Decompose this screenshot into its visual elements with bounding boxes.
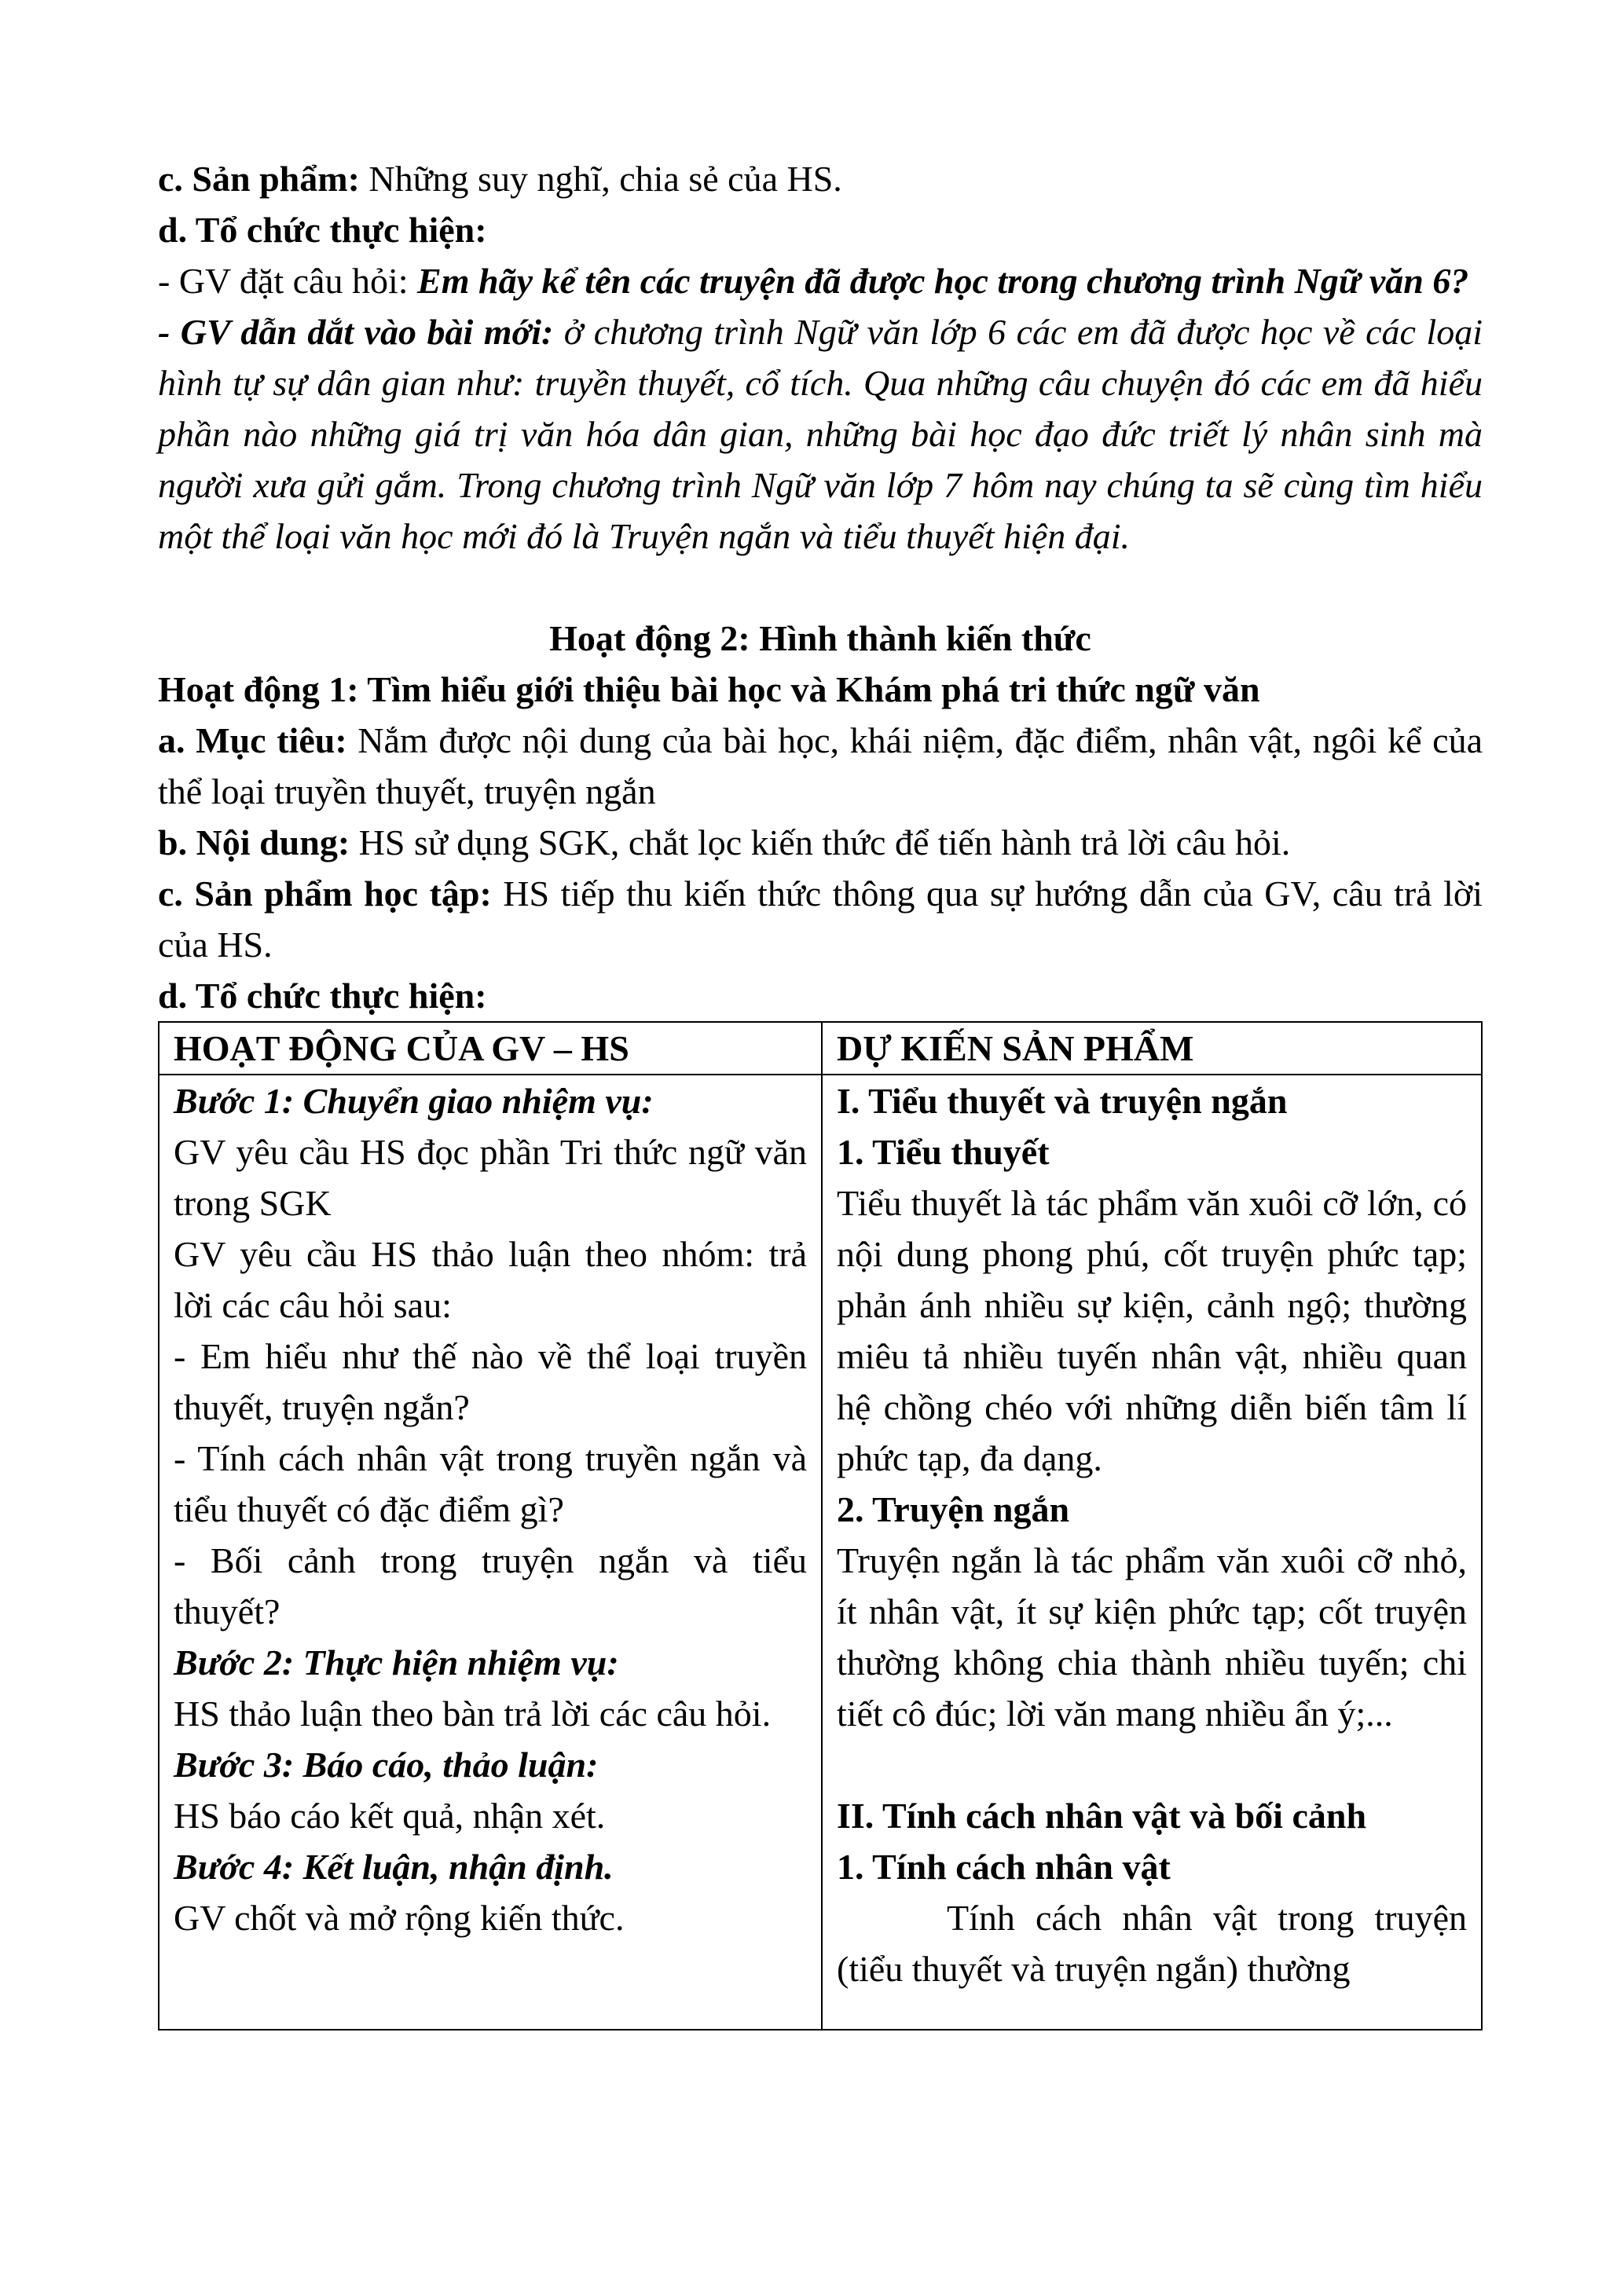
table-header-row — [159, 1022, 1482, 1075]
activity-table — [158, 1021, 1483, 2031]
intro-organize — [158, 204, 1483, 255]
header-text: DỰ KIẾN SẢN PHẨM — [837, 1028, 1194, 1068]
document-page — [158, 153, 1483, 2031]
text: Những suy nghĩ, chia sẻ của HS. — [359, 159, 842, 199]
question: - Bối cảnh trong truyện ngắn và tiểu thuyết? — [174, 1540, 807, 1631]
text: HS sử dụng SGK, chắt lọc kiến thức để tiến hành trả lời câu hỏi. — [350, 822, 1291, 862]
text: Truyện ngắn là tác phẩm văn xuôi cỡ nhỏ, ít nhân vật, ít sự kiện phức tạp; cốt truyện thường không chia thành nhiều tuyến; chi tiết cô đúc; lời văn mang nhiều ẩn ý;... — [837, 1540, 1467, 1734]
label: b. Nội dung: — [158, 822, 350, 862]
section-goal — [158, 715, 1483, 817]
header-cell — [159, 1022, 822, 1075]
header-cell — [822, 1022, 1482, 1075]
section-organize — [158, 970, 1483, 1021]
section-heading — [158, 613, 1483, 664]
step-title: Bước 1: Chuyển giao nhiệm vụ: — [174, 1081, 654, 1121]
text: GV yêu cầu HS thảo luận theo nhóm: trả lời các câu hỏi sau: — [174, 1234, 807, 1325]
teacher-activity-cell — [159, 1075, 822, 2030]
intro-product — [158, 153, 1483, 204]
text: Tính cách nhân vật trong truyện (tiểu thuyết và truyện ngắn) thường — [837, 1898, 1467, 1989]
question: - Em hiểu như thế nào về thể loại truyền thuyết, truyện ngắn? — [174, 1336, 807, 1427]
subheading: II. Tính cách nhân vật và bối cảnh — [837, 1796, 1367, 1836]
text: HS báo cáo kết quả, nhận xét. — [174, 1796, 606, 1836]
text: HS thảo luận theo bàn trả lời các câu hỏi. — [174, 1694, 772, 1734]
section-product — [158, 868, 1483, 970]
question: - Tính cách nhân vật trong truyền ngắn và tiểu thuyết có đặc điểm gì? — [174, 1438, 807, 1529]
step-title: Bước 3: Báo cáo, thảo luận: — [174, 1745, 599, 1785]
label: a. Mục tiêu: — [158, 720, 347, 760]
text: GV chốt và mở rộng kiến thức. — [174, 1898, 625, 1938]
text: Nắm được nội dung của bài học, khái niệm, đặc điểm, nhân vật, ngôi kể của thể loại truyền thuyết, truyện ngắn — [158, 720, 1483, 811]
question: Em hãy kể tên các truyện đã được học trong chương trình Ngữ văn 6? — [417, 261, 1469, 301]
step-title: Bước 4: Kết luận, nhận định. — [174, 1847, 614, 1887]
label: d. Tổ chức thực hiện: — [158, 976, 487, 1016]
label: - GV dẫn dắt vào bài mới: — [158, 312, 554, 352]
subheading: 2. Truyện ngắn — [837, 1489, 1070, 1529]
label: c. Sản phẩm: — [158, 159, 360, 199]
subheading: I. Tiểu thuyết và truyện ngắn — [837, 1081, 1288, 1121]
text: ở chương trình Ngữ văn lớp 6 các em đã được học về các loại hình tự sự dân gian như: truyền thuyết, cổ tích. Qua những câu chuyện đó các em đã hiểu phần nào những giá trị văn hóa dân gian, những bài học đạo đức triết lý nhân sinh mà người xưa gửi gắm. Trong chương trình Ngữ văn lớp 7 hôm nay chúng ta sẽ cùng tìm hiểu một thể loại văn học mới đó là Truyện ngắn và tiểu thuyết hiện đại. — [158, 312, 1483, 556]
heading: Hoạt động 2: Hình thành kiến thức — [549, 618, 1091, 658]
text: GV yêu cầu HS đọc phần Tri thức ngữ văn trong SGK — [174, 1132, 807, 1223]
subheading: Hoạt động 1: Tìm hiểu giới thiệu bài học và Khám phá tri thức ngữ văn — [158, 669, 1260, 709]
section-content — [158, 817, 1483, 868]
intro-lead — [158, 306, 1483, 562]
header-text: HOẠT ĐỘNG CỦA GV – HS — [174, 1028, 629, 1068]
intro-question — [158, 255, 1483, 306]
step-title: Bước 2: Thực hiện nhiệm vụ: — [174, 1642, 619, 1683]
expected-product-cell — [822, 1075, 1482, 2030]
section-subheading — [158, 664, 1483, 715]
text: - GV đặt câu hỏi: — [158, 261, 418, 301]
text: Tiểu thuyết là tác phẩm văn xuôi cỡ lớn, có nội dung phong phú, cốt truyện phức tạp; phản ánh nhiều sự kiện, cảnh ngộ; thường miêu tả nhiều tuyến nhân vật, nhiều quan hệ chồng chéo với những diễn biến tâm lí phức tạp, đa dạng. — [837, 1183, 1467, 1478]
subheading: 1. Tiểu thuyết — [837, 1132, 1050, 1172]
label: d. Tổ chức thực hiện: — [158, 210, 487, 250]
label: c. Sản phẩm học tập: — [158, 873, 492, 914]
table-row — [159, 1075, 1482, 2030]
subheading: 1. Tính cách nhân vật — [837, 1847, 1171, 1887]
text: HS tiếp thu kiến thức thông qua sự hướng dẫn của GV, câu trả lời của HS. — [158, 873, 1483, 965]
